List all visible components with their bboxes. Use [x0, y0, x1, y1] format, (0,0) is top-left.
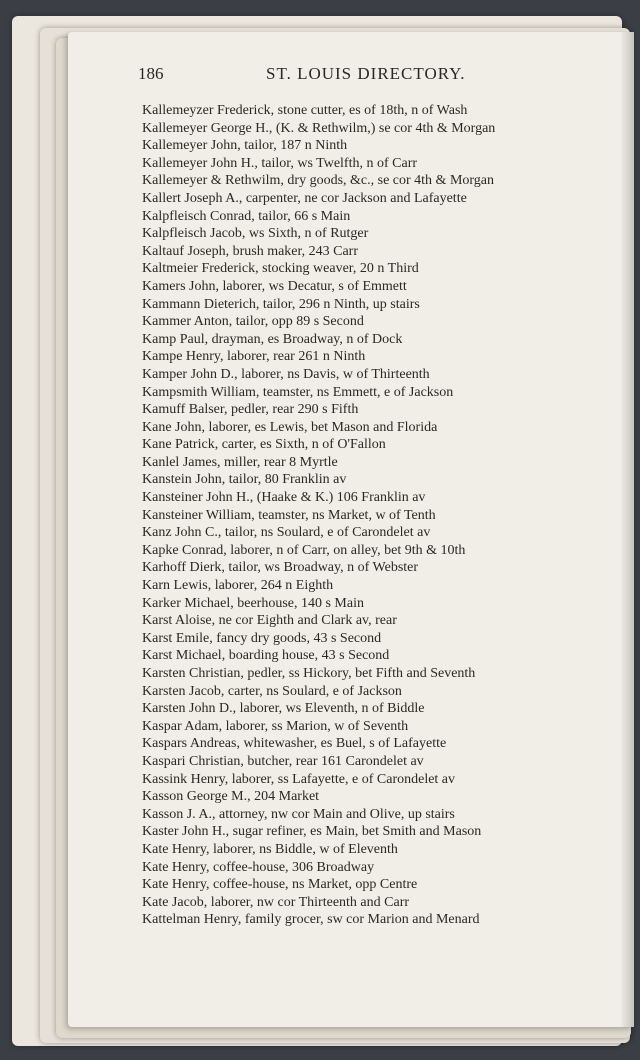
page-header	[138, 64, 608, 88]
directory-entry: Kasson George M., 204 Market	[142, 789, 320, 805]
directory-entry: Kamuff Balser, pedler, rear 290 s Fifth	[142, 402, 359, 418]
directory-entry: Karhoff Dierk, tailor, ws Broadway, n of Webster	[142, 560, 419, 576]
directory-entry: Kaspar Adam, laborer, ss Marion, w of Seventh	[142, 718, 409, 734]
directory-entry: Kattelman Henry, family grocer, sw cor Marion and Menard	[142, 912, 480, 928]
directory-entry: Kanlel James, miller, rear 8 Myrtle	[142, 454, 338, 470]
directory-entry: Karsten Christian, pedler, ss Hickory, bet Fifth and Seventh	[142, 666, 476, 681]
directory-entry: Kallemeyzer Frederick, stone cutter, es of 18th, n of Wash	[142, 103, 468, 118]
directory-entry: Kammer Anton, tailor, opp 89 s Second	[142, 314, 364, 330]
directory-entry: Kapke Conrad, laborer, n of Carr, on alley, bet 9th & 10th	[142, 542, 466, 558]
directory-entry: Kansteiner John H., (Haake & K.) 106 Franklin av	[142, 490, 426, 506]
directory-entry: Karker Michael, beerhouse, 140 s Main	[142, 595, 364, 611]
directory-entry: Kallemeyer & Rethwilm, dry goods, &c., se cor 4th & Morgan	[142, 173, 495, 189]
directory-entry: Kane John, laborer, es Lewis, bet Mason and Florida	[142, 419, 438, 435]
directory-entry: Karst Emile, fancy dry goods, 43 s Second	[142, 630, 382, 646]
directory-entry: Kampe Henry, laborer, rear 261 n Ninth	[142, 349, 366, 365]
directory-entry: Kate Henry, coffee-house, 306 Broadway	[142, 859, 375, 875]
directory-entry: Kampsmith William, teamster, ns Emmett, e of Jackson	[142, 384, 454, 400]
directory-entry: Kate Jacob, laborer, nw cor Thirteenth and Carr	[142, 894, 410, 910]
directory-entry: Kaltmeier Frederick, stocking weaver, 20 n Third	[142, 261, 419, 277]
directory-entry: Kalpfleisch Jacob, ws Sixth, n of Rutger	[142, 226, 369, 242]
directory-entry: Kasson J. A., attorney, nw cor Main and Olive, up stairs	[142, 806, 455, 822]
directory-entry: Kallemeyer John H., tailor, ws Twelfth, n of Carr	[142, 155, 418, 171]
directory-entry: Kansteiner William, teamster, ns Market, w of Tenth	[142, 507, 436, 523]
directory-entry: Kaspars Andreas, whitewasher, es Buel, s of Lafayette	[142, 736, 447, 752]
page-title: ST. LOUIS DIRECTORY.	[266, 64, 466, 83]
directory-entry: Kamp Paul, drayman, es Broadway, n of Dock	[142, 331, 403, 347]
directory-entry: Karst Aloise, ne cor Eighth and Clark av, rear	[142, 613, 397, 629]
directory-entry: Kaltauf Joseph, brush maker, 243 Carr	[142, 243, 358, 259]
directory-page	[68, 32, 634, 1027]
directory-entry: Kamper John D., laborer, ns Davis, w of Thirteenth	[142, 366, 430, 382]
directory-entry: Kallemeyer John, tailor, 187 n Ninth	[142, 138, 348, 154]
directory-entry: Kammann Dieterich, tailor, 296 n Ninth, up stairs	[142, 296, 420, 312]
directory-entry: Kalpfleisch Conrad, tailor, 66 s Main	[142, 208, 351, 224]
page-number: 186	[138, 64, 164, 83]
directory-entry: Kallert Joseph A., carpenter, ne cor Jackson and Lafayette	[142, 190, 467, 206]
directory-entry: Karsten Jacob, carter, ns Soulard, e of Jackson	[142, 683, 402, 699]
directory-entries	[142, 102, 632, 929]
directory-entry: Karn Lewis, laborer, 264 n Eighth	[142, 578, 334, 594]
directory-entry: Kate Henry, laborer, ns Biddle, w of Eleventh	[142, 841, 398, 857]
directory-entry: Kate Henry, coffee-house, ns Market, opp Centre	[142, 877, 418, 893]
directory-entry: Kanz John C., tailor, ns Soulard, e of Carondelet av	[142, 525, 431, 541]
directory-entry: Kassink Henry, laborer, ss Lafayette, e of Carondelet av	[142, 771, 456, 787]
directory-entry: Karsten John D., laborer, ws Eleventh, n of Biddle	[142, 701, 425, 717]
directory-entry: Kaster John H., sugar refiner, es Main, bet Smith and Mason	[142, 824, 482, 840]
directory-entry: Kallemeyer George H., (K. & Rethwilm,) se cor 4th & Morgan	[142, 120, 496, 136]
directory-entry: Kaspari Christian, butcher, rear 161 Carondelet av	[142, 753, 424, 769]
directory-entry: Kanstein John, tailor, 80 Franklin av	[142, 472, 347, 488]
directory-entry: Kamers John, laborer, ws Decatur, s of Emmett	[142, 278, 407, 294]
directory-entry: Karst Michael, boarding house, 43 s Second	[142, 648, 390, 664]
directory-entry: Kane Patrick, carter, es Sixth, n of O'Fallon	[142, 437, 386, 453]
